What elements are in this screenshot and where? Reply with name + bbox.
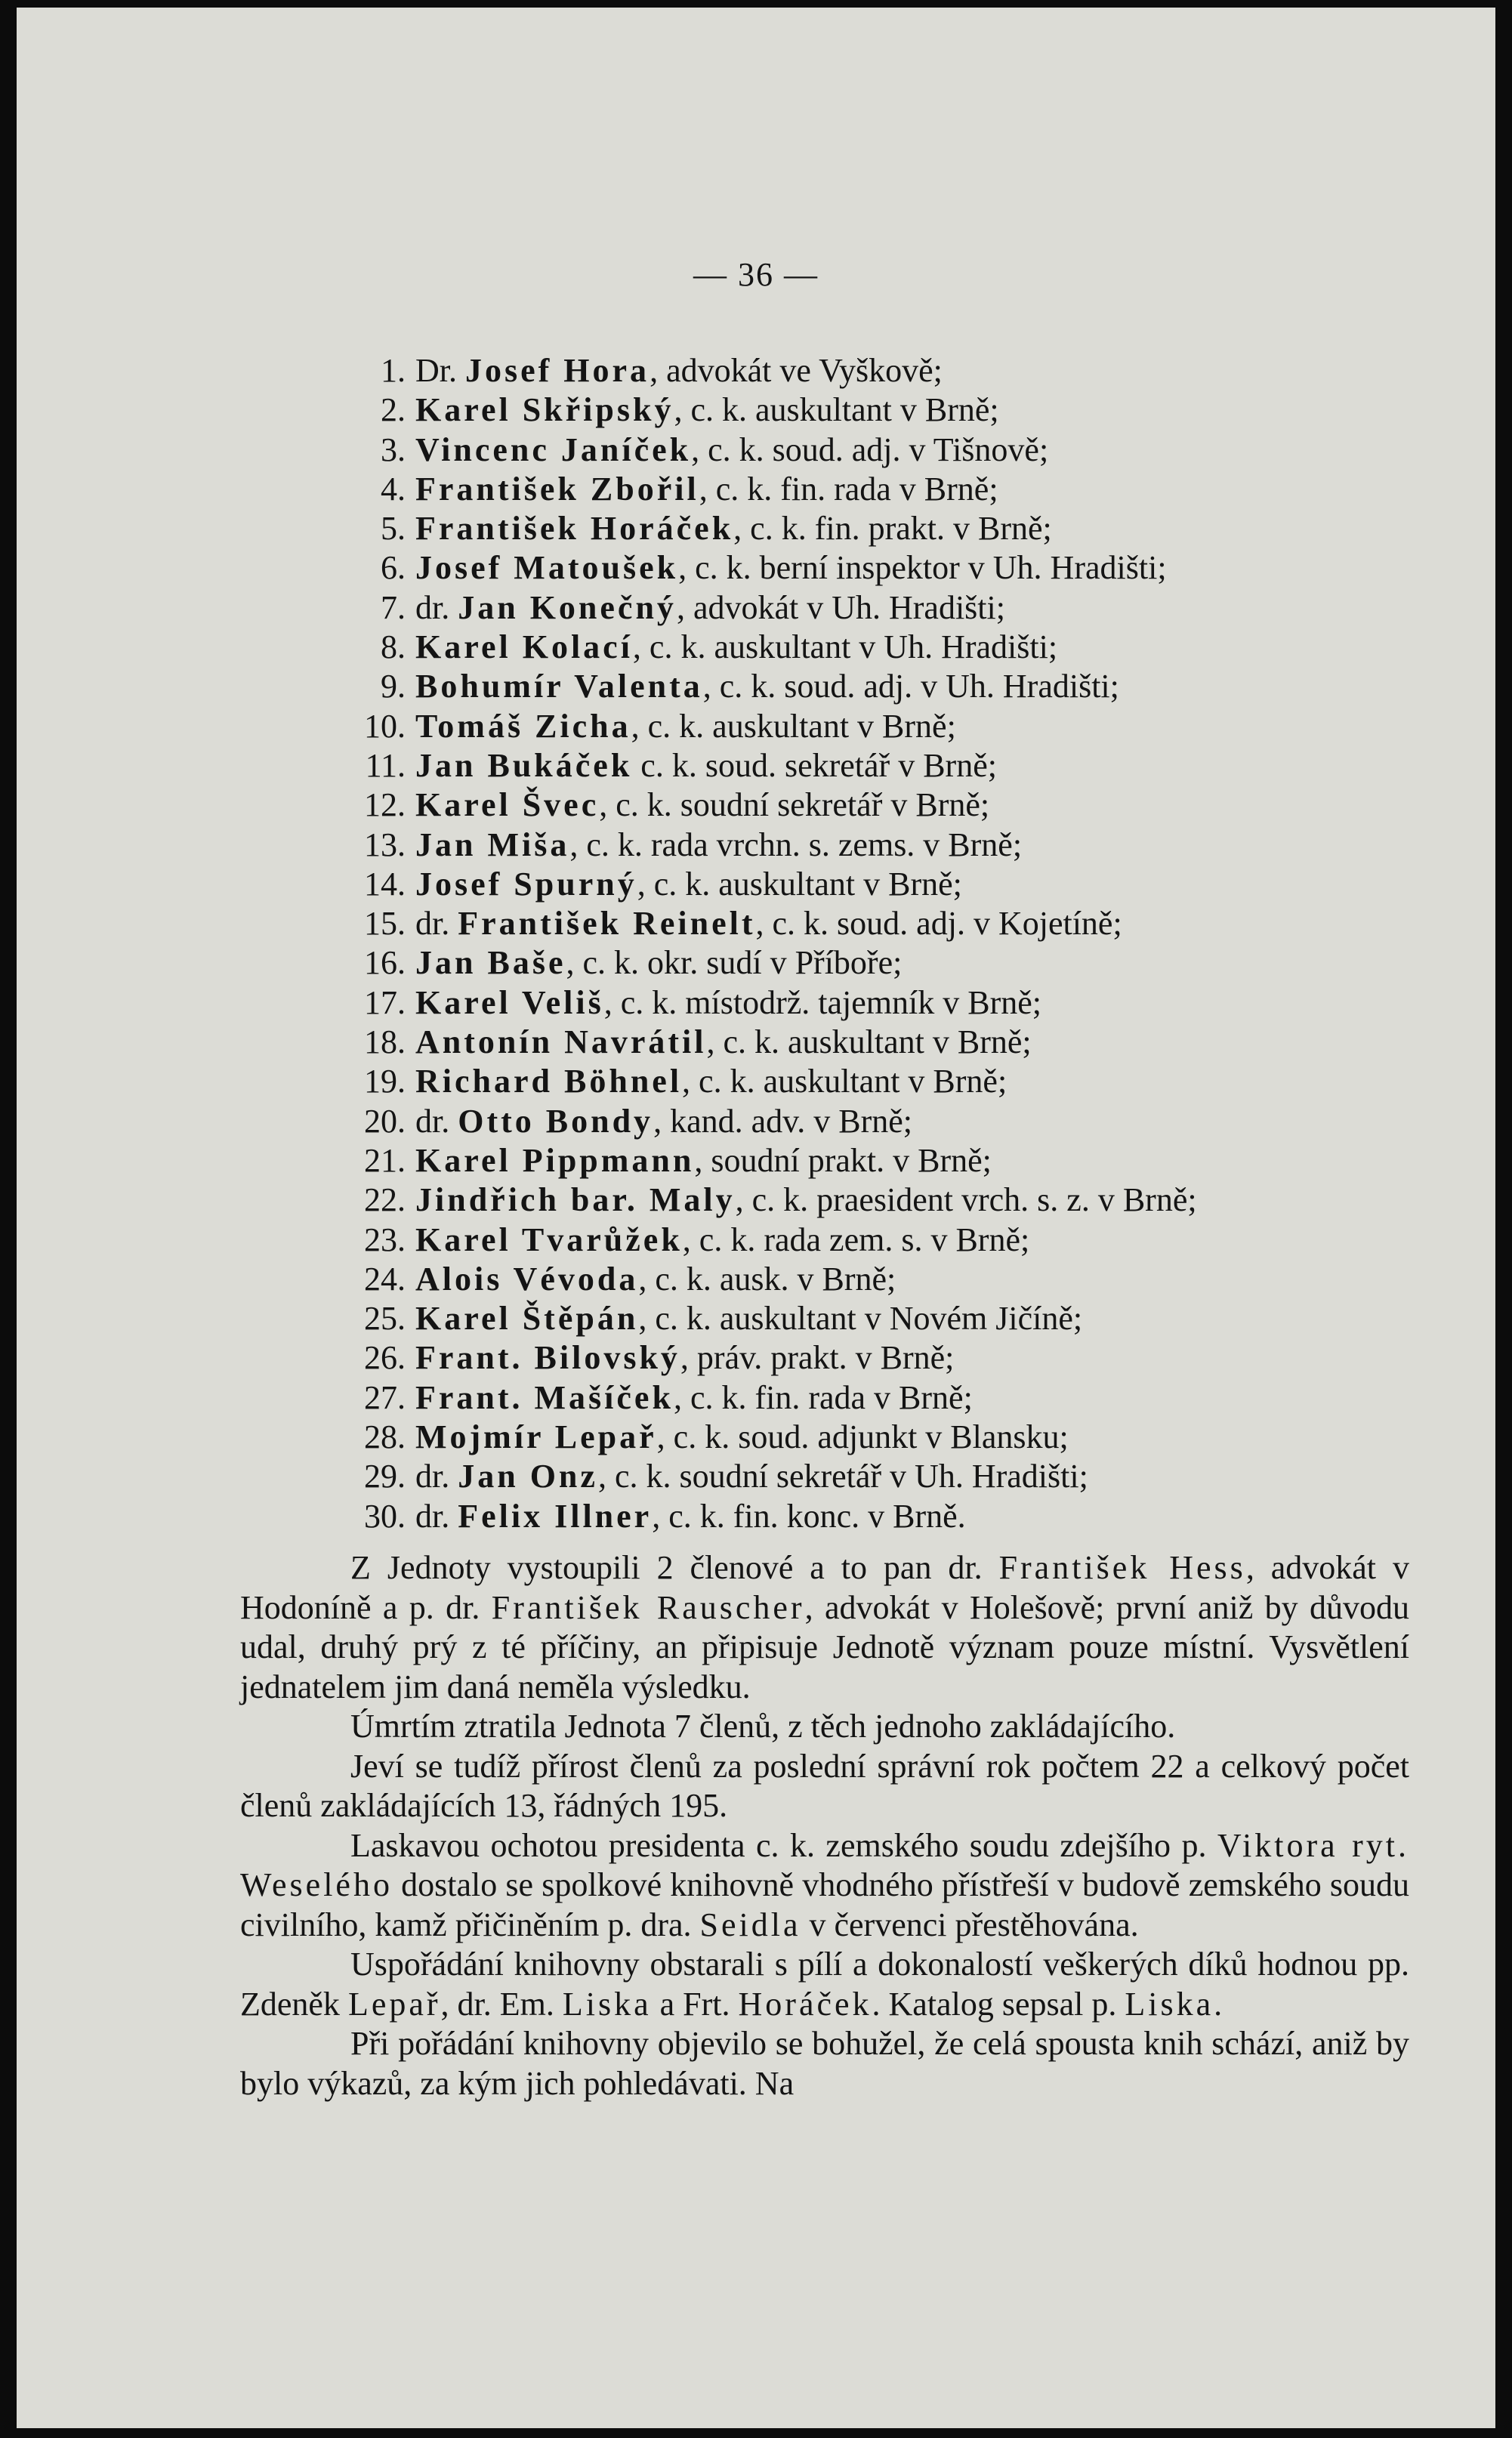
item-number: 17. [364, 983, 406, 1021]
member-detail: , kand. adv. v Brně; [653, 1102, 913, 1140]
list-item [17, 667, 1495, 706]
member-name: Bohumír Valenta [415, 668, 703, 705]
item-number: 25. [364, 1300, 406, 1338]
list-item [17, 1299, 1495, 1338]
member-detail: , c. k. soudní sekretář v Uh. Hradišti; [597, 1458, 1088, 1495]
member-name: Otto Bondy [458, 1102, 654, 1140]
person-name: Seidla [699, 1906, 801, 1943]
item-number: 28. [364, 1418, 406, 1456]
member-detail: , c. k. ausk. v Brně; [638, 1260, 896, 1298]
member-detail: , c. k. soudní sekretář v Brně; [599, 786, 990, 824]
member-detail: , c. k. rada zem. s. v Brně; [682, 1221, 1030, 1258]
member-detail: , c. k. fin. konc. v Brně. [652, 1497, 966, 1535]
member-name: Jan Onz [458, 1458, 598, 1495]
item-number: 6. [381, 549, 406, 587]
member-detail: , c. k. soud. adj. v Uh. Hradišti; [702, 668, 1119, 705]
item-number: 20. [364, 1102, 406, 1140]
list-item [17, 1023, 1495, 1062]
member-name: František Reinelt [458, 905, 756, 943]
member-detail: , c. k. soud. adj. v Tišnově; [691, 431, 1049, 468]
list-item [17, 351, 1495, 390]
list-item [17, 1062, 1495, 1101]
person-name: Horáček [738, 1985, 872, 2023]
person-name: Viktora ryt. Weseléhо [240, 1826, 1410, 1903]
item-number: 12. [364, 786, 406, 824]
item-number: 8. [381, 628, 406, 666]
paragraph-missing-books: Při pořádání knihovny objevilo se bohužel, že celá spousta knih schází, aniž by bylo výkazů, za kým jich pohledávati. Na [240, 2025, 1409, 2102]
item-number: 30. [364, 1497, 406, 1535]
member-name: Jan Bukáček [415, 746, 633, 784]
member-name: Richard Böhnel [415, 1063, 683, 1100]
list-item [17, 1378, 1495, 1418]
list-item [17, 1221, 1495, 1260]
list-item [17, 707, 1495, 746]
item-number: 21. [364, 1141, 406, 1179]
member-detail: , práv. prakt. v Brně; [680, 1339, 955, 1377]
item-number: 15. [364, 905, 406, 943]
paragraph-resignations: Z Jednoty vystoupili 2 členové a to pan dr. František Hess, advokát v Hodoníně a p. dr. František Rauscher, advokát v Holešově; první aniž by důvodu udal, druhý prý z té příčiny, an připisuje Jednotě význam pouze místní. Vysvětlení jednatelem jim daná neměla výsledku. [240, 1549, 1409, 1705]
member-name: Karel Kolací [415, 628, 633, 666]
list-item [17, 1180, 1495, 1220]
member-detail: c. k. soud. sekretář v Brně; [632, 746, 997, 784]
item-number: 13. [364, 826, 406, 863]
paragraph-membership-count: Jeví se tudíž přírost členů za poslední správní rok počtem 22 a celkový počet členů zakládajících 13, řádných 195. [240, 1747, 1409, 1824]
paragraph-library-premises: Laskavou ochotou presidenta c. k. zemského soudu zdejšího p. Viktora ryt. Weseléhо dostalo se spolkové knihovně vhodného přístřeší v budově zemského soudu civilního, kamž přičiněním p. dra. Seidla v červenci přestěhována. [240, 1826, 1410, 1943]
list-item [17, 1102, 1495, 1141]
member-name: Felix Illner [458, 1497, 653, 1535]
item-number: 5. [381, 510, 406, 548]
member-detail: , c. k. auskultant v Novém Jičíně; [638, 1300, 1083, 1338]
member-name: Jan Baše [415, 944, 566, 982]
item-number: 16. [364, 944, 406, 982]
member-name: Frant. Bilovský [415, 1339, 680, 1377]
list-item [17, 390, 1495, 430]
list-item [17, 904, 1495, 943]
member-name: Tomáš Zicha [415, 707, 631, 745]
member-name: Karel Skřipský [415, 391, 674, 429]
member-detail: , c. k. praesident vrch. s. z. v Brně; [735, 1181, 1197, 1219]
list-item [17, 588, 1495, 628]
member-name: Karel Pippmann [415, 1141, 695, 1179]
person-name: František Rauscher [491, 1588, 805, 1626]
item-title: dr. [415, 1497, 458, 1535]
member-name: František Zbořil [415, 470, 699, 508]
person-name: Liska [562, 1985, 652, 2023]
member-name: Jan Miša [415, 826, 570, 863]
member-name: Antonín Navrátil [415, 1023, 707, 1061]
member-detail: , advokát v Uh. Hradišti; [676, 588, 1005, 626]
list-item [17, 1260, 1495, 1299]
list-item [17, 1497, 1495, 1536]
item-number: 11. [365, 746, 406, 784]
list-item [17, 628, 1495, 667]
list-item [17, 826, 1495, 865]
member-detail: , c. k. auskultant v Brně; [682, 1063, 1007, 1100]
list-item [17, 1338, 1495, 1378]
list-item [17, 470, 1495, 509]
item-title: dr. [415, 588, 458, 626]
member-detail: , c. k. auskultant v Brně; [631, 707, 956, 745]
item-title: dr. [415, 905, 458, 943]
list-item [17, 509, 1495, 548]
member-name: Karel Veliš [415, 983, 604, 1021]
list-item [17, 431, 1495, 470]
member-detail: , c. k. soud. adj. v Kojetíně; [755, 905, 1122, 943]
member-detail: , c. k. místodrž. tajemník v Brně; [603, 983, 1041, 1021]
list-item [17, 746, 1495, 785]
member-detail: , c. k. fin. prakt. v Brně; [733, 510, 1052, 548]
member-name: Frant. Mašíček [415, 1378, 674, 1416]
member-detail: , c. k. soud. adjunkt v Blansku; [656, 1418, 1069, 1456]
member-detail: , c. k. auskultant v Brně; [706, 1023, 1032, 1061]
item-number: 10. [364, 707, 406, 745]
body-text [240, 1548, 1409, 2103]
item-number: 27. [364, 1378, 406, 1416]
item-title: dr. [415, 1102, 458, 1140]
member-detail: , advokát ve Vyškově; [650, 352, 943, 389]
paragraph-library-arrangement: Uspořádání knihovny obstarali s pílí a dokonalostí veškerých díků hodnou pp. Zdeněk Lepař, dr. Em. Liska a Frt. Horáček. Katalog sepsal p. Liska. [240, 1946, 1409, 2023]
item-number: 29. [364, 1458, 406, 1495]
member-name: Mojmír Lepař [415, 1418, 657, 1456]
member-list [17, 351, 1495, 1536]
member-name: Jindřich bar. Maly [415, 1181, 736, 1219]
member-name: Alois Vévoda [415, 1260, 639, 1298]
member-name: Jan Konečný [458, 588, 677, 626]
list-item [17, 548, 1495, 588]
member-name: František Horáček [415, 510, 734, 548]
item-number: 7. [381, 588, 406, 626]
list-item [17, 865, 1495, 904]
list-item [17, 785, 1495, 825]
list-item [17, 1418, 1495, 1457]
member-name: Karel Štěpán [415, 1300, 639, 1338]
book-page [17, 8, 1495, 2428]
person-name: Lepař [347, 1985, 441, 2023]
member-name: Karel Tvarůžek [415, 1221, 683, 1258]
paragraph-deaths: Úmrtím ztratila Jednota 7 členů, z těch jednoho zakládajícího. [350, 1708, 1176, 1745]
item-number: 22. [364, 1181, 406, 1219]
member-detail: , c. k. fin. rada v Brně; [699, 470, 998, 508]
list-item [17, 983, 1495, 1023]
item-title: Dr. [415, 352, 465, 389]
list-item [17, 1457, 1495, 1496]
member-detail: , c. k. berní inspektor v Uh. Hradišti; [678, 549, 1167, 587]
list-item [17, 1141, 1495, 1180]
member-detail: , c. k. fin. rada v Brně; [673, 1378, 973, 1416]
person-name: František Hess [998, 1549, 1246, 1586]
item-number: 4. [381, 470, 406, 508]
item-number: 9. [381, 668, 406, 705]
item-title: dr. [415, 1458, 458, 1495]
person-name: Liska [1125, 1985, 1214, 2023]
member-name: Josef Spurný [415, 865, 637, 903]
list-item [17, 943, 1495, 983]
page-number: — 36 — [693, 256, 819, 293]
item-number: 24. [364, 1260, 406, 1298]
item-number: 1. [381, 352, 406, 389]
item-number: 14. [364, 865, 406, 903]
item-number: 18. [364, 1023, 406, 1061]
member-name: Josef Matoušek [415, 549, 679, 587]
member-detail: , c. k. auskultant v Brně; [637, 865, 962, 903]
item-number: 19. [364, 1063, 406, 1100]
member-detail: , c. k. auskultant v Brně; [674, 391, 999, 429]
member-detail: , soudní prakt. v Brně; [694, 1141, 992, 1179]
member-name: Karel Švec [415, 786, 600, 824]
item-number: 23. [364, 1221, 406, 1258]
member-name: Josef Hora [465, 352, 650, 389]
member-detail: , c. k. okr. sudí v Příboře; [566, 944, 903, 982]
member-detail: , c. k. auskultant v Uh. Hradišti; [632, 628, 1058, 666]
item-number: 26. [364, 1339, 406, 1377]
member-detail: , c. k. rada vrchn. s. zems. v Brně; [569, 826, 1023, 863]
item-number: 2. [381, 391, 406, 429]
member-name: Vincenc Janíček [415, 431, 692, 468]
item-number: 3. [381, 431, 406, 468]
